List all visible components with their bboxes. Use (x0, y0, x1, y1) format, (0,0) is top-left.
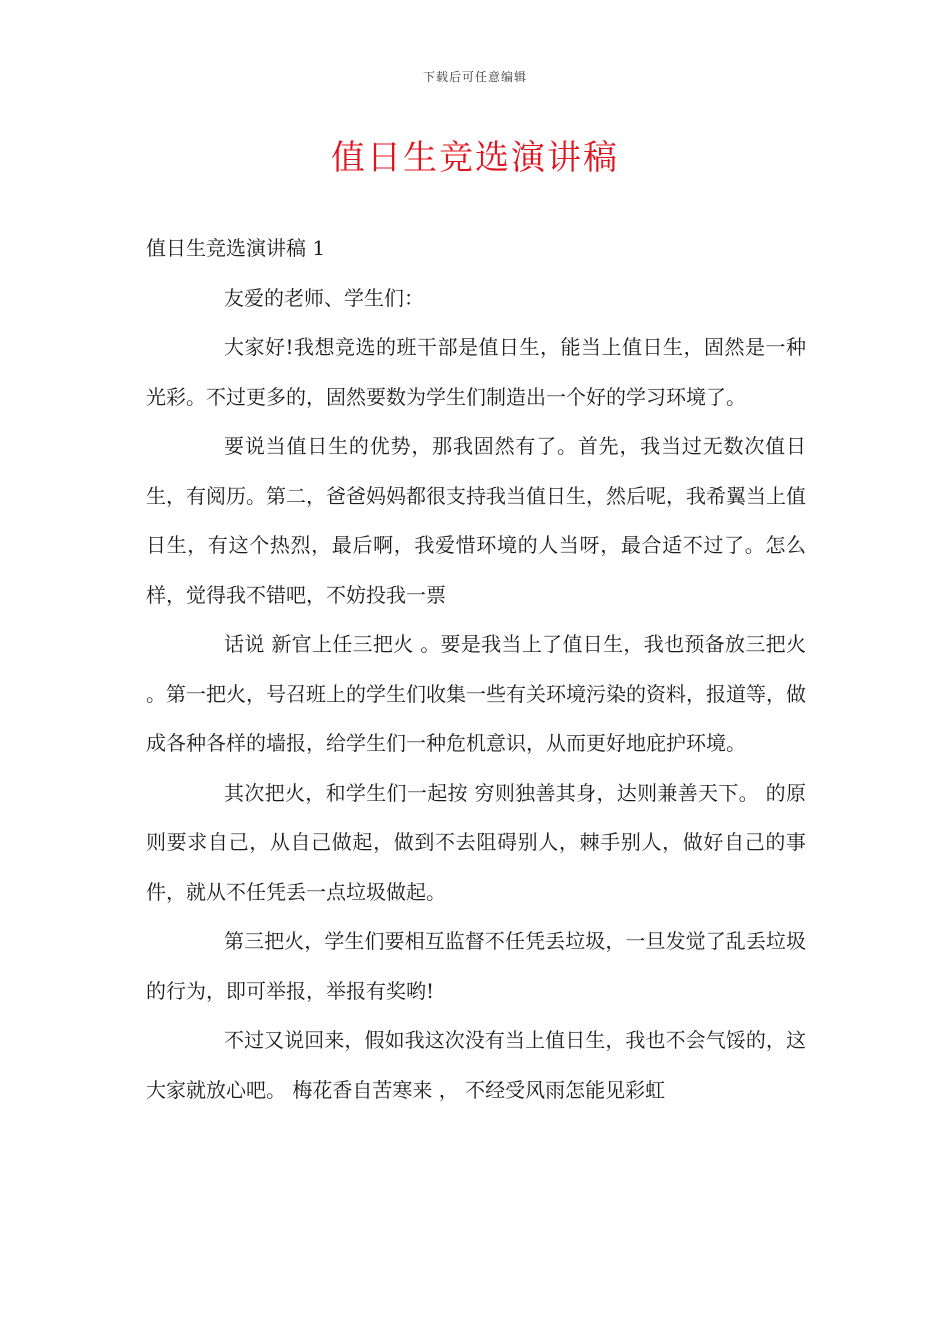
paragraph-third-fire: 第三把火，学生们要相互监督不任凭丢垃圾，一旦发觉了乱丢垃圾的行为，即可举报，举报有奖哟! (146, 929, 806, 1003)
paragraph-intro: 大家好!我想竞选的班干部是值日生，能当上值日生，固然是一种光彩。不过更多的，固然要数为学生们制造出一个好的学习环境了。 (146, 335, 806, 409)
paragraph-greeting: 友爱的老师、学生们： (224, 285, 424, 310)
paragraph-three-fires: 话说 新官上任三把火 。要是我当上了值日生，我也预备放三把火 。第一把火，号召班上的学生们收集一些有关环境污染的资料，报道等，做成各种各样的墙报，给学生们一种危机意识，从而更好地庇护环境。 (146, 632, 806, 755)
section-heading: 值日生竞选演讲稿 1 (146, 236, 326, 260)
paragraph-advantages: 要说当值日生的优势，那我固然有了。首先，我当过无数次值日生，有阅历。第二，爸爸妈妈都很支持我当值日生，然后呢，我希翼当上值日生，有这个热烈，最后啊，我爱惜环境的人当呀，最合适不过了。怎么样，觉得我不错吧，不妨投我一票 (146, 434, 806, 607)
document-title: 值日生竞选演讲稿 (331, 138, 619, 178)
paragraph-second-fire: 其次把火，和学生们一起按 穷则独善其身，达则兼善天下。 的原则要求自己，从自己做起，做到不去阻碍别人，棘手别人，做好自己的事件，就从不任凭丢一点垃圾做起。 (146, 780, 806, 904)
header-note: 下载后可任意编辑 (422, 70, 527, 84)
document-body (146, 224, 806, 1115)
paragraph-closing: 不过又说回来，假如我这次没有当上值日生，我也不会气馁的，这大家就放心吧。 梅花香自苦寒来 ， 不经受风雨怎能见彩虹 (146, 1028, 806, 1102)
